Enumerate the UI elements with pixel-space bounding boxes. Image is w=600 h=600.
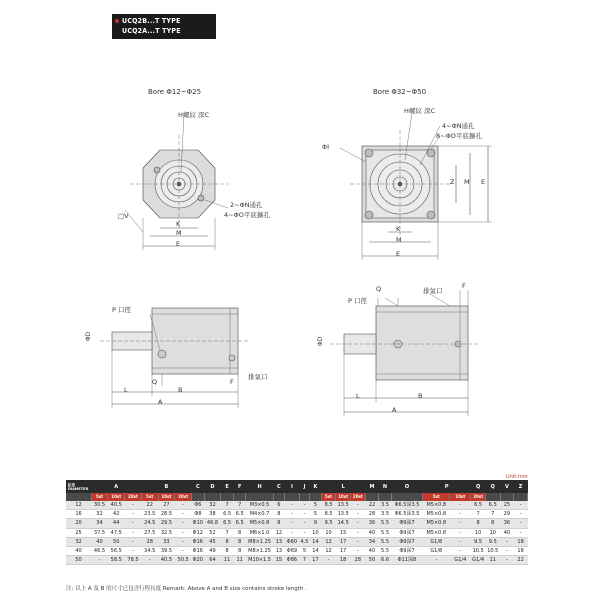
table-cell: 28	[351, 556, 366, 565]
table-cell: -	[285, 519, 300, 528]
table-cell: 45	[204, 537, 221, 546]
table-cell: -	[450, 510, 471, 519]
table-cell: 34	[91, 519, 108, 528]
table-cell: -	[351, 547, 366, 556]
table-row	[66, 547, 528, 556]
header-h: H	[246, 480, 273, 493]
table-cell: 27.5	[141, 528, 158, 537]
header-i: I	[285, 480, 300, 493]
table-cell: 14.5	[337, 520, 349, 527]
table-cell: 10	[310, 528, 322, 537]
table-cell: M8×1.25	[246, 547, 273, 556]
header-v: V	[500, 480, 514, 493]
table-cell: 11	[233, 556, 246, 565]
table-cell: 10	[471, 528, 486, 537]
table-cell: -	[175, 528, 192, 537]
table-cell: M8×1.25	[246, 537, 273, 546]
table-cell: 5	[310, 501, 322, 510]
table-cell: -	[351, 501, 366, 510]
table-cell: 50.5	[175, 556, 192, 565]
table-cell: 7	[221, 528, 234, 537]
table-cell: -	[285, 501, 300, 510]
table-cell: Φ16	[192, 538, 203, 545]
table-cell: -	[91, 556, 108, 565]
dimension-table	[66, 480, 528, 565]
table-cell: 11	[221, 556, 234, 565]
left-side-view	[100, 308, 250, 408]
left-dim-b: B	[178, 386, 183, 394]
left-dim-k: K	[176, 220, 181, 228]
table-cell: Φ9深7	[391, 547, 422, 556]
table-cell: Φ6.5深3.5	[391, 510, 422, 519]
table-cell: 6.5	[233, 510, 246, 519]
right-side-view	[330, 290, 480, 416]
right-port-label: P 口徑	[348, 297, 367, 305]
table-cell: 12	[273, 528, 285, 537]
header-c2: C	[273, 480, 285, 493]
table-cell: 7	[485, 510, 500, 519]
right-dim-z: Z	[450, 178, 455, 186]
table-cell: -	[285, 510, 300, 519]
table-cell: Φ16	[192, 548, 203, 555]
header-k: K	[310, 480, 322, 493]
table-cell: G1/4	[450, 556, 471, 565]
table-cell: 15	[336, 528, 351, 537]
header-q2: Q	[485, 480, 500, 493]
table-header-row	[66, 480, 528, 493]
table-cell: -	[285, 528, 300, 537]
table-cell: 33	[158, 537, 175, 546]
table-cell: -	[514, 528, 528, 537]
table-cell: -	[299, 519, 309, 528]
table-cell: 13.5	[337, 511, 349, 518]
table-cell: 29	[500, 510, 514, 519]
table-cell: 3.5	[379, 501, 392, 510]
table-cell: 30.5	[91, 501, 108, 510]
type-line-1: UCQ2B...T TYPE	[122, 17, 181, 25]
table-cell: Φ69	[285, 547, 300, 556]
right-dim-m: M	[396, 236, 402, 244]
table-cell: 7	[471, 510, 486, 519]
table-cell: 8	[233, 547, 246, 556]
table-cell: 14	[310, 537, 322, 546]
table-cell: -	[514, 510, 528, 519]
table-cell: 3.5	[379, 510, 392, 519]
table-cell: 56.5	[108, 547, 125, 556]
table-cell: 22	[141, 501, 158, 510]
table-cell: -	[500, 537, 514, 546]
table-cell: 58.5	[108, 556, 125, 565]
table-cell: 40.5	[158, 556, 175, 565]
table-cell: Φ11深8	[391, 556, 422, 565]
table-cell: 6	[273, 501, 285, 510]
table-cell: 49	[204, 547, 221, 556]
table-cell: -	[351, 510, 366, 519]
table-cell: 5.5	[379, 528, 392, 537]
left-n-holes-label: 2~ΦN通孔	[230, 201, 263, 209]
table-cell: 22	[365, 501, 379, 510]
table-cell: -	[450, 547, 471, 556]
table-cell: 34.5	[141, 547, 158, 556]
table-cell: -	[125, 537, 142, 546]
table-cell: 12	[321, 547, 336, 556]
left-thread-label: H螺紋 深C	[178, 111, 209, 119]
table-cell: 15	[273, 556, 285, 565]
table-cell: 17	[336, 547, 351, 556]
right-n-holes-label: 4~ΦN通孔	[442, 122, 475, 130]
table-cell: 28	[365, 510, 379, 519]
table-row	[66, 556, 528, 565]
table-cell: 6.5	[221, 519, 234, 528]
table-cell: 39.5	[158, 547, 175, 556]
table-cell: -	[175, 519, 192, 528]
table-cell: 7	[299, 556, 309, 565]
table-cell: G1/4	[472, 557, 485, 564]
table-cell: 36	[365, 519, 379, 528]
table-cell: M5×0.8	[423, 519, 450, 528]
table-row	[66, 501, 528, 510]
table-cell: 14	[310, 547, 322, 556]
table-cell: -	[450, 528, 471, 537]
table-cell: -	[514, 519, 528, 528]
header-m: M	[365, 480, 379, 493]
table-cell: M6×1.0	[246, 528, 273, 537]
table-cell: 10	[321, 528, 336, 537]
table-cell: 32	[91, 510, 108, 519]
table-cell: 29.5	[158, 519, 175, 528]
table-cell: 8	[471, 519, 486, 528]
table-cell: 8	[233, 528, 246, 537]
right-dim-l: L	[356, 392, 360, 400]
table-cell: 8	[273, 519, 285, 528]
right-dim-b: B	[418, 392, 423, 400]
table-cell: 40	[66, 547, 91, 556]
header-bore: 缸徑 DIAMETER	[66, 480, 91, 493]
left-dim-l: L	[124, 386, 128, 394]
table-cell: 32	[66, 537, 91, 546]
left-exhaust-label: 排氣口	[248, 373, 268, 381]
table-cell: -	[500, 547, 514, 556]
table-cell: 5.5	[379, 537, 392, 546]
table-cell: -	[125, 519, 142, 528]
table-cell: 6.5	[485, 501, 500, 510]
table-cell: -	[450, 519, 471, 528]
table-cell: Φ20	[192, 557, 203, 564]
table-cell: 13	[273, 537, 285, 546]
header-p: P	[423, 480, 471, 493]
table-cell: M5×0.8	[423, 510, 450, 519]
remark-note: 注: 以上 A 及 B 的尺寸已包含行程長度 Remark: Above A and B size contains stroke length .	[66, 586, 307, 592]
table-cell: 78.5	[125, 556, 142, 565]
table-cell: 40.5	[108, 501, 125, 510]
left-dim-e: E	[176, 240, 181, 248]
table-row	[66, 537, 528, 546]
table-cell: 25	[500, 501, 514, 510]
table-cell: M3×0.5	[246, 501, 273, 510]
table-cell: -	[321, 556, 336, 565]
table-cell: 23.5	[141, 510, 158, 519]
table-cell: 50	[108, 537, 125, 546]
table-cell: Φ9深7	[391, 537, 422, 546]
table-cell: 32.5	[158, 528, 175, 537]
right-dim-f: F	[462, 282, 466, 290]
table-cell: 36	[500, 519, 514, 528]
table-cell: M4×0.7	[246, 510, 273, 519]
table-cell: 50	[365, 556, 379, 565]
table-cell: 7	[221, 501, 234, 510]
table-cell: 6.5	[233, 519, 246, 528]
table-cell: Φ12	[192, 529, 203, 536]
right-dim-q: Q	[376, 285, 382, 293]
table-cell: -	[125, 501, 142, 510]
table-cell: 46.8	[204, 519, 221, 528]
table-cell: 9	[310, 519, 322, 528]
table-cell: Φ60	[285, 537, 300, 546]
table-cell: 10	[485, 528, 500, 537]
table-cell: -	[125, 528, 142, 537]
table-cell: 40	[365, 528, 379, 537]
table-cell: -	[450, 501, 471, 510]
table-cell: Φ9深7	[391, 519, 422, 528]
left-dim-a: A	[158, 398, 163, 406]
table-cell: -	[351, 537, 366, 546]
table-cell: 10.5	[487, 548, 499, 555]
table-cell: 8	[221, 537, 234, 546]
table-cell: 5	[299, 547, 309, 556]
table-cell: 28	[141, 537, 158, 546]
table-cell: -	[423, 556, 450, 565]
table-cell: 5.5	[379, 519, 392, 528]
table-cell: 38	[204, 510, 221, 519]
table-cell: M5×0.8	[246, 519, 273, 528]
table-cell: 8.5	[321, 510, 336, 519]
table-cell: 37.5	[91, 528, 108, 537]
table-cell: 47.5	[108, 528, 125, 537]
table-cell: 12	[321, 537, 336, 546]
right-thread-label: H螺紋 深C	[404, 107, 435, 115]
table-cell: 9.5	[471, 537, 486, 546]
table-cell: 12	[66, 501, 91, 510]
right-dim-m-side: M	[464, 178, 470, 186]
left-port-label: P 口徑	[112, 306, 131, 314]
table-cell: 32	[204, 501, 221, 510]
table-cell: -	[299, 501, 309, 510]
table-cell: 27	[158, 501, 175, 510]
left-dim-m: M	[176, 229, 182, 237]
table-cell: 17	[310, 556, 322, 565]
right-o-holes-label: 8~ΦO平底擴孔	[436, 132, 482, 140]
table-cell: 9.5	[321, 519, 336, 528]
left-o-holes-label: 4~ΦO平底擴孔	[224, 211, 270, 219]
table-cell: -	[514, 501, 528, 510]
table-cell: 5.5	[379, 547, 392, 556]
table-cell: -	[141, 556, 158, 565]
header-c: C	[192, 480, 205, 493]
right-dim-k: K	[396, 225, 401, 233]
table-row	[66, 510, 528, 519]
table-cell: 44	[108, 519, 125, 528]
header-f: F	[233, 480, 246, 493]
table-cell: -	[125, 547, 142, 556]
table-cell: Φ9深7	[391, 528, 422, 537]
unit-label: Unit:mm	[506, 474, 528, 480]
left-dim-d: ΦD	[85, 331, 93, 342]
table-cell: -	[299, 510, 309, 519]
right-dim-d: ΦD	[317, 336, 325, 347]
table-cell: -	[125, 510, 142, 519]
table-cell: 6.5	[221, 510, 234, 519]
right-exhaust-label: 排氣口	[423, 287, 443, 295]
table-cell: 18	[514, 547, 528, 556]
table-cell: M5×0.8	[423, 501, 450, 510]
header-a: A	[91, 480, 141, 493]
table-cell: 5	[310, 510, 322, 519]
table-cell: 40	[500, 528, 514, 537]
table-cell: 7	[233, 501, 246, 510]
header-l: L	[321, 480, 365, 493]
table-cell: -	[500, 556, 514, 565]
table-cell: 25	[66, 528, 91, 537]
table-cell: 24.5	[141, 519, 158, 528]
right-bore-label: Bore Φ32~Φ50	[373, 88, 427, 96]
table-cell: 8	[273, 510, 285, 519]
table-cell: 28.5	[158, 510, 175, 519]
right-dim-i: ΦI	[322, 143, 330, 151]
table-cell: 8.5	[321, 501, 336, 510]
header-n: N	[379, 480, 392, 493]
table-cell: M5×0.8	[423, 528, 450, 537]
table-cell: Φ86	[285, 556, 300, 565]
table-cell: M10×1.5	[246, 556, 273, 565]
table-cell: -	[175, 510, 192, 519]
header-z: Z	[514, 480, 528, 493]
table-cell: -	[351, 528, 366, 537]
table-cell: 34	[365, 537, 379, 546]
header-e: E	[221, 480, 234, 493]
right-dim-e: E	[396, 250, 401, 258]
table-cell: 42	[108, 510, 125, 519]
type-line-2: UCQ2A...T TYPE	[122, 27, 181, 35]
table-cell: 16	[66, 510, 91, 519]
table-cell: Φ10	[192, 520, 203, 527]
table-cell: -	[450, 537, 471, 546]
table-row	[66, 528, 528, 537]
table-cell: 6.5	[471, 501, 486, 510]
right-dim-e-side: E	[481, 178, 486, 186]
table-cell: 52	[204, 528, 221, 537]
table-subheader-row: 5st 10st 20st 5st 10st 20st 5st 10st 20st 5st 10st 20st	[66, 493, 528, 501]
table-cell: 18	[336, 556, 351, 565]
table-cell: -	[175, 537, 192, 546]
table-cell: 8	[221, 547, 234, 556]
table-cell: 10.5	[472, 548, 484, 555]
right-dim-a: A	[392, 406, 397, 414]
table-cell: 9.5	[485, 537, 500, 546]
header-b: B	[141, 480, 191, 493]
left-dim-f: F	[230, 378, 234, 386]
header-o: O	[391, 480, 422, 493]
table-cell: -	[175, 547, 192, 556]
table-cell: 4.5	[300, 538, 309, 545]
table-cell: 64	[204, 556, 221, 565]
header-j: J	[299, 480, 309, 493]
table-row	[66, 519, 528, 528]
table-cell: 20	[66, 519, 91, 528]
table-cell: 11	[485, 556, 500, 565]
table-cell: Φ8	[192, 510, 205, 519]
table-cell: 40	[365, 547, 379, 556]
table-cell: -	[351, 519, 366, 528]
table-body	[66, 501, 528, 565]
table-cell: 6.6	[379, 556, 392, 565]
table-cell: 46.5	[91, 547, 108, 556]
table-cell: 8	[485, 519, 500, 528]
table-cell: 8	[233, 537, 246, 546]
table-cell: Φ6.5深3.5	[391, 501, 422, 510]
table-cell: 18	[514, 537, 528, 546]
table-cell: Φ6	[192, 501, 205, 510]
header-q: Q	[471, 480, 486, 493]
table-cell: G1/8	[423, 537, 450, 546]
table-cell: -	[299, 528, 309, 537]
table-cell: 50	[66, 556, 91, 565]
header-d: D	[204, 480, 221, 493]
left-bore-label: Bore Φ12~Φ25	[148, 88, 202, 96]
left-dim-v: □V	[118, 212, 129, 220]
table-cell: -	[175, 501, 192, 510]
left-dim-q: Q	[152, 378, 158, 386]
table-cell: 13	[273, 547, 285, 556]
table-cell: G1/8	[423, 547, 450, 556]
table-cell: 17	[336, 537, 351, 546]
table-cell: 22	[514, 556, 528, 565]
table-cell: 40	[91, 537, 108, 546]
table-cell: 13.5	[337, 502, 349, 508]
